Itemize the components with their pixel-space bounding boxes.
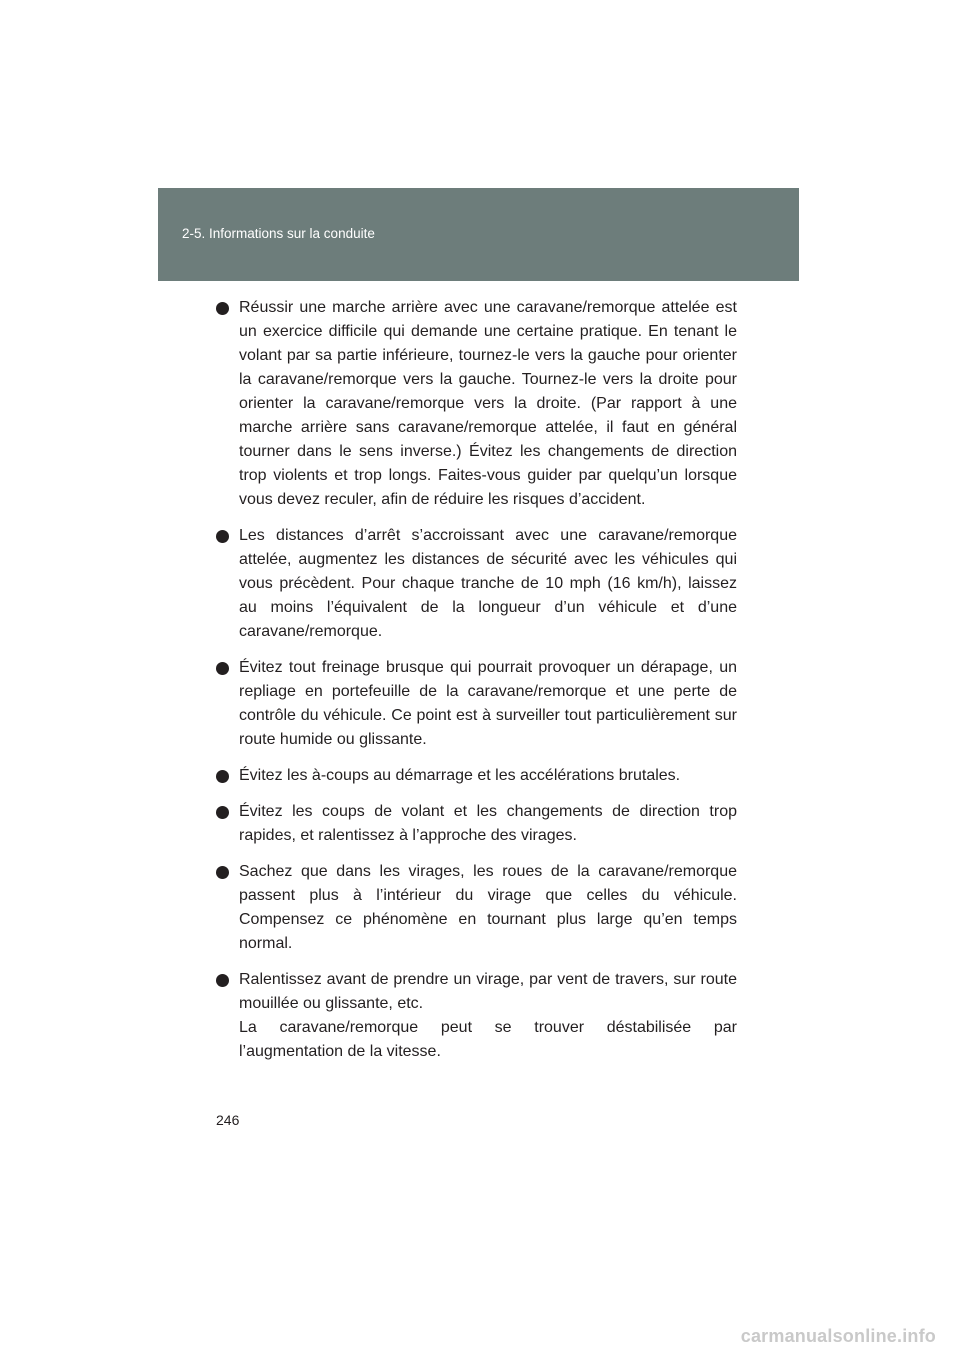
bullet-text: Évitez les à-coups au démarrage et les accélérations brutales.	[239, 767, 681, 784]
bullet-item	[216, 968, 737, 1064]
bullet-continuation-line: La caravane/remorque peut se trouver déstabilisée par	[239, 1019, 737, 1036]
section-header-band	[158, 188, 799, 281]
page-number: 246	[216, 1112, 240, 1128]
bullet-text: Évitez les coups de volant et les changements de direction trop rapides, et ralentissez à l’approche des virages.	[239, 803, 737, 844]
bullet-icon	[216, 866, 229, 879]
bullet-icon	[216, 770, 229, 783]
bullet-item	[216, 764, 737, 788]
bullet-item	[216, 296, 737, 512]
watermark: carmanualsonline.info	[740, 1326, 936, 1346]
bullet-icon	[216, 806, 229, 819]
bullet-text: Évitez tout freinage brusque qui pourrait provoquer un dérapage, un repliage en portefeuille de la caravane/remorque et une perte de contrôle du véhicule. Ce point est à surveiller tout particulièrement sur route humide ou glissante.	[239, 659, 737, 748]
bullet-text: Sachez que dans les virages, les roues de la caravane/remorque passent plus à l’intérieur du virage que celles du véhicule. Compensez ce phénomène en tournant plus large qu’en temps normal.	[239, 863, 737, 952]
bullet-item	[216, 800, 737, 848]
bullet-icon	[216, 662, 229, 675]
bullet-text: Réussir une marche arrière avec une caravane/remorque attelée est un exercice difficile qui demande une certaine pratique. En tenant le volant par sa partie inférieure, tournez-le vers la gauche pour orienter la caravane/remorque vers la gauche. Tournez-le vers la droite pour orienter la caravane/remorque vers la droite. (Par rapport à une marche arrière sans caravane/remorque attelée, il faut en général tourner dans le sens inverse.) Évitez les changements de direction trop violents et trop longs. Faites-vous guider par quelqu’un lorsque vous devez reculer, afin de réduire les risques d’accident.	[239, 299, 737, 508]
bullet-icon	[216, 974, 229, 987]
section-title: 2-5. Informations sur la conduite	[182, 226, 375, 241]
bullet-text: Ralentissez avant de prendre un virage, par vent de travers, sur route mouillée ou glissante, etc.	[239, 971, 737, 1012]
bullet-icon	[216, 302, 229, 315]
bullet-item	[216, 860, 737, 956]
bullet-continuation-line: l’augmentation de la vitesse.	[239, 1043, 441, 1060]
bullet-item	[216, 656, 737, 752]
bullet-list	[216, 296, 737, 1076]
bullet-icon	[216, 530, 229, 543]
bullet-text: Les distances d’arrêt s’accroissant avec une caravane/remorque attelée, augmentez les distances de sécurité avec les véhicules qui vous précèdent. Pour chaque tranche de 10 mph (16 km/h), laissez au moins l’équivalent de la longueur d’un véhicule et d’une caravane/remorque.	[239, 527, 737, 640]
bullet-item	[216, 524, 737, 644]
